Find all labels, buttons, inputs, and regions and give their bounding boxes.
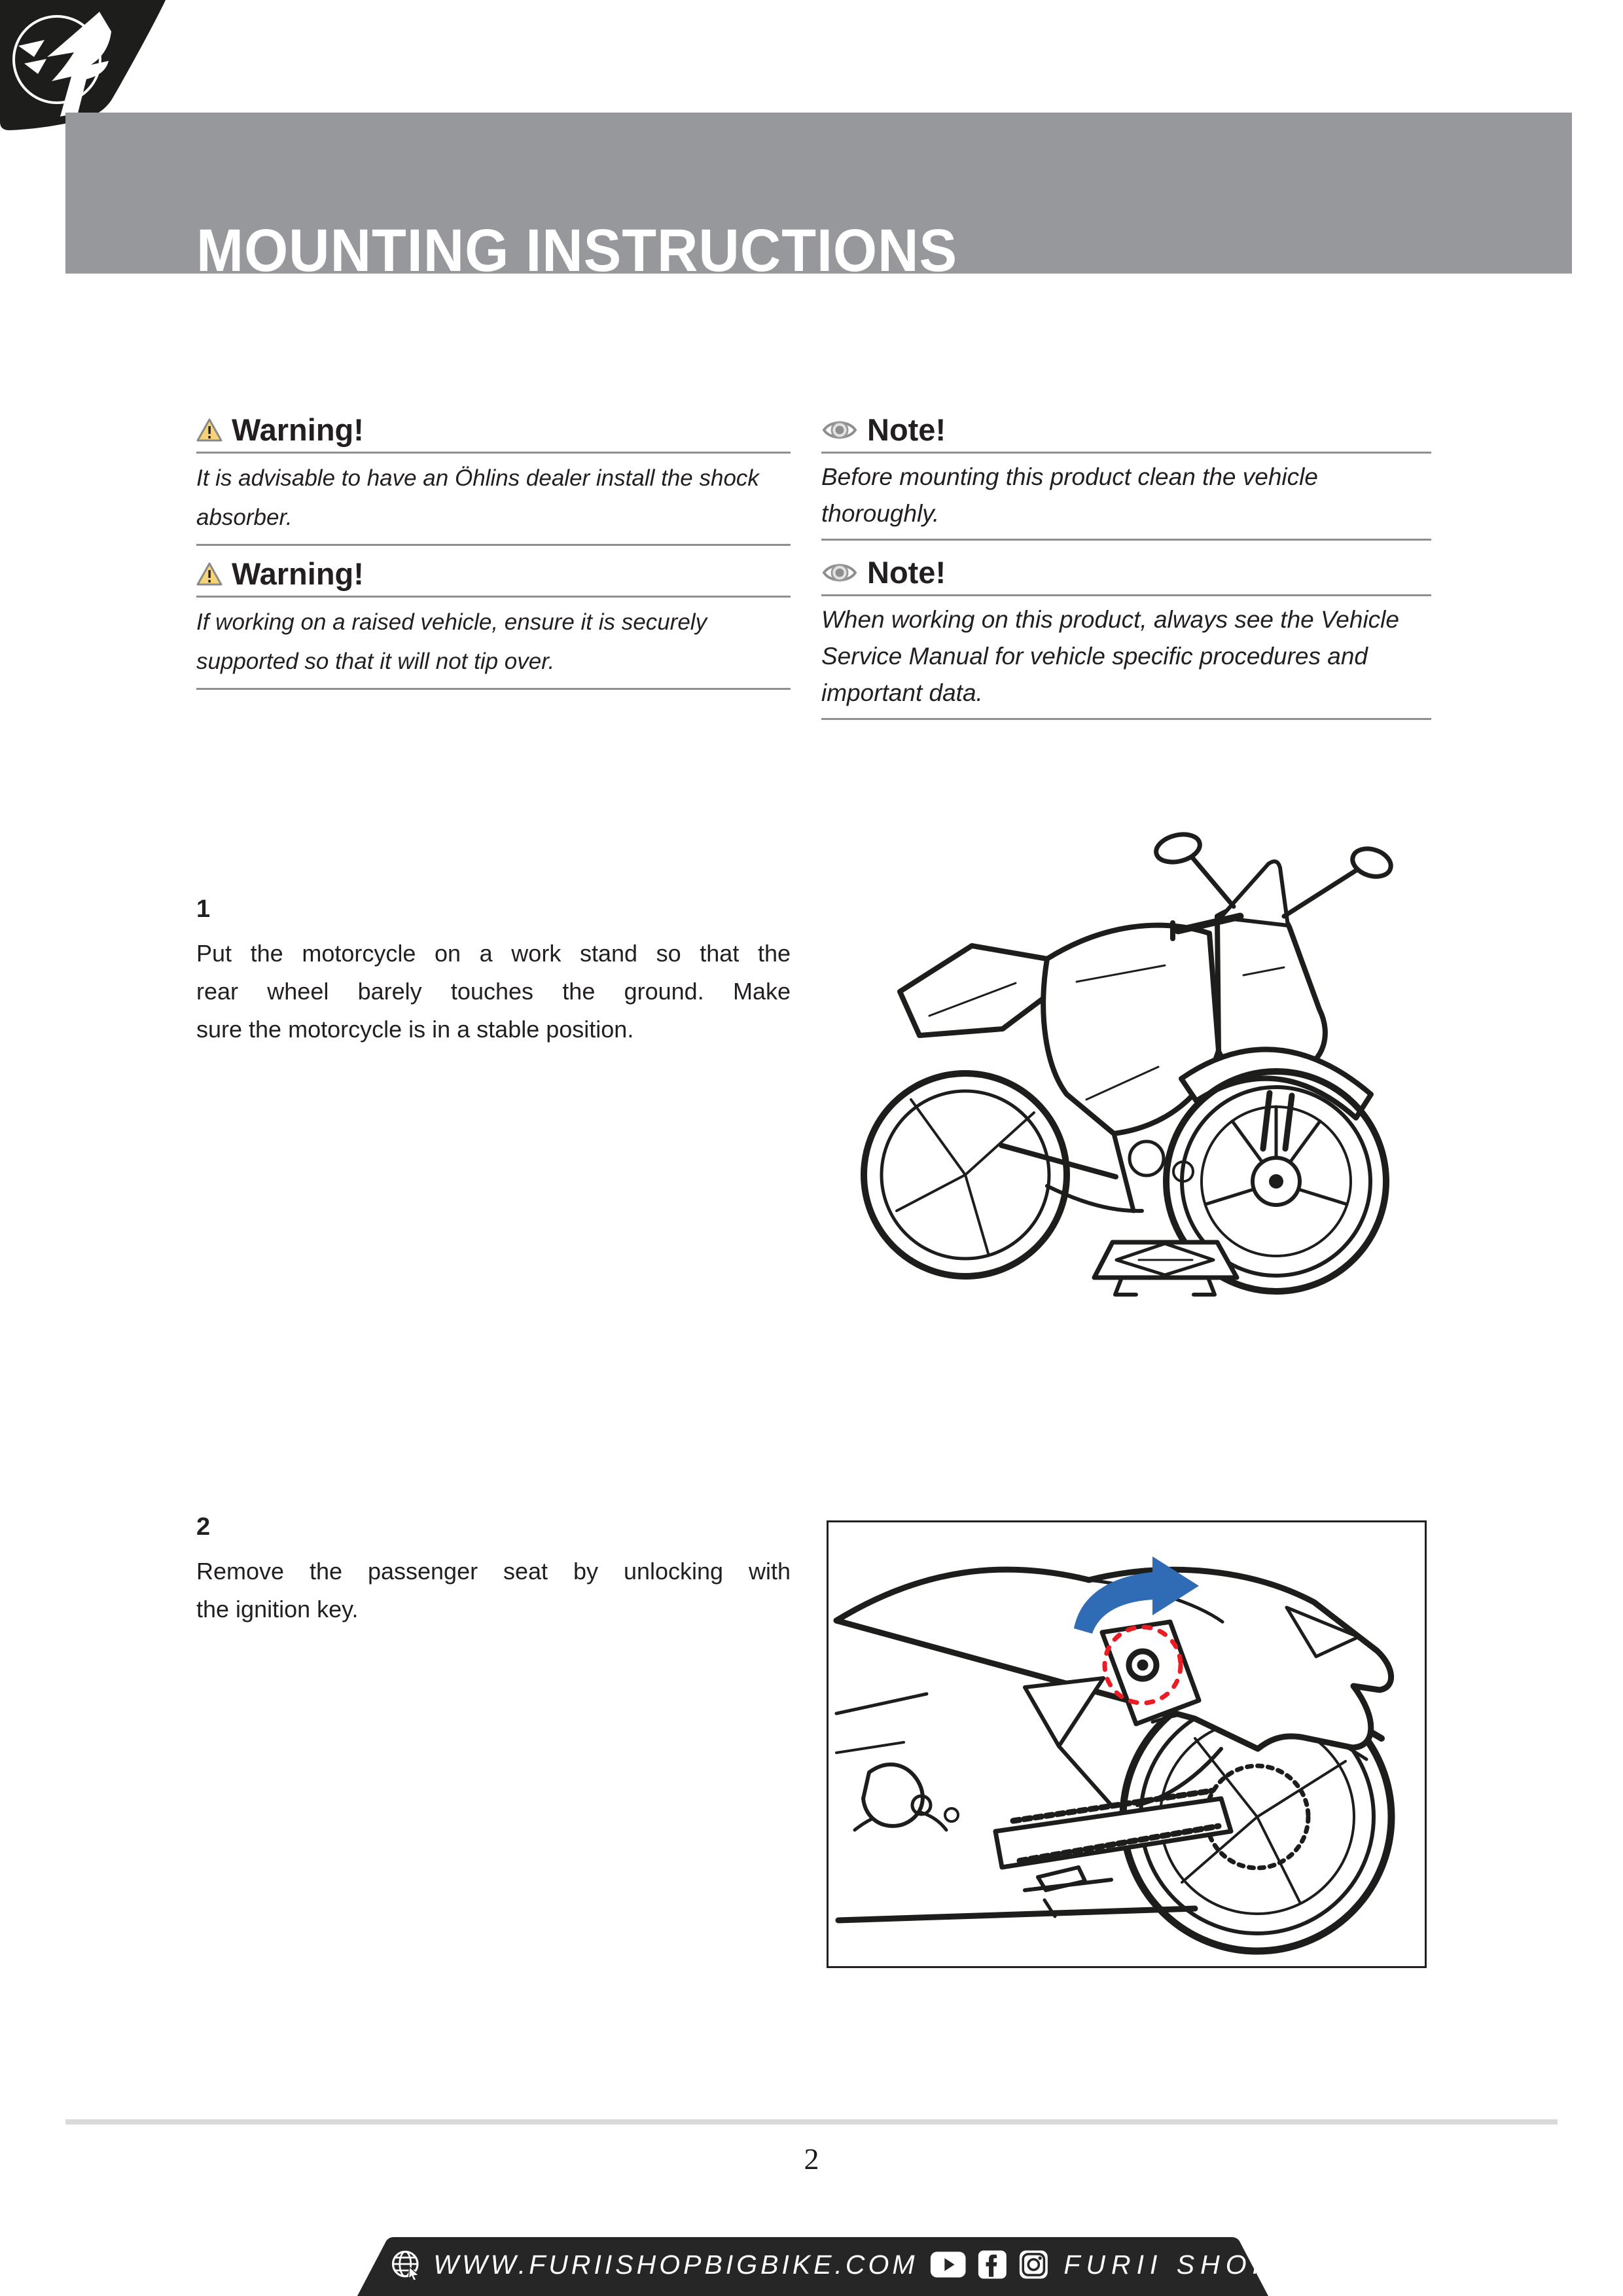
step-1-text (196, 935, 791, 1049)
warning-block-2 (196, 556, 791, 690)
warning-heading (196, 412, 791, 454)
seat-removal-figure-frame (827, 1520, 1427, 1968)
eye-icon (821, 417, 858, 443)
warning-body-line: If working on a raised vehicle, ensure it is securely (196, 609, 707, 635)
note-body-line: thoroughly. (821, 500, 940, 527)
note-body (821, 601, 1431, 720)
eye-icon (821, 560, 858, 586)
footer-content (347, 2233, 1276, 2296)
note-heading-label: Note! (867, 412, 946, 447)
note-body-line: Before mounting this product clean the vehicle (821, 463, 1318, 490)
warning-triangle-icon (196, 562, 223, 586)
instagram-icon[interactable] (1019, 2248, 1048, 2281)
step-1-line: sure the motorcycle is in a stable position. (196, 1016, 634, 1043)
footer-website-link[interactable]: WWW.FURIISHOPBIGBIKE.COM (433, 2249, 918, 2280)
note-heading (821, 555, 1431, 596)
step-2-text (196, 1552, 791, 1628)
page-number: 2 (804, 2142, 819, 2176)
note-body-line: When working on this product, always see the Vehicle (821, 606, 1399, 633)
warning-heading-label: Warning! (232, 412, 364, 447)
warning-block-1 (196, 412, 791, 546)
page-title: MOUNTING INSTRUCTIONS (196, 217, 958, 284)
step-2-line: Remove the passenger seat by unlocking with (196, 1558, 791, 1585)
step-1-line: rear wheel barely touches the ground. Make (196, 978, 791, 1005)
note-block-1 (821, 412, 1431, 541)
warning-body-line: It is advisable to have an Öhlins dealer install the shock (196, 465, 759, 491)
note-body-line: important data. (821, 679, 983, 706)
title-band (65, 113, 1572, 284)
note-body-line: Service Manual for vehicle specific procedures and (821, 643, 1368, 670)
step-1-number: 1 (196, 895, 211, 923)
note-body (821, 459, 1431, 541)
warning-body (196, 459, 791, 546)
globe-icon (390, 2247, 421, 2282)
warning-heading (196, 556, 791, 598)
step-1-line: Put the motorcycle on a work stand so that the (196, 940, 791, 967)
youtube-icon[interactable] (930, 2250, 966, 2280)
note-heading (821, 412, 1431, 454)
note-heading-label: Note! (867, 555, 946, 590)
facebook-icon[interactable] (978, 2248, 1007, 2281)
warning-heading-label: Warning! (232, 556, 364, 591)
motorcycle-work-stand-illustration (851, 818, 1420, 1329)
warning-triangle-icon (196, 418, 223, 442)
warning-body (196, 603, 791, 690)
footer-shop-name: FURII SHOP (1063, 2249, 1276, 2280)
warning-body-line: supported so that it will not tip over. (196, 649, 555, 674)
note-block-2 (821, 555, 1431, 720)
footer-divider (65, 2119, 1558, 2125)
step-2-number: 2 (196, 1513, 211, 1541)
seat-removal-illustration (829, 1522, 1425, 1966)
step-2-line: the ignition key. (196, 1596, 359, 1623)
warning-body-line: absorber. (196, 505, 293, 530)
